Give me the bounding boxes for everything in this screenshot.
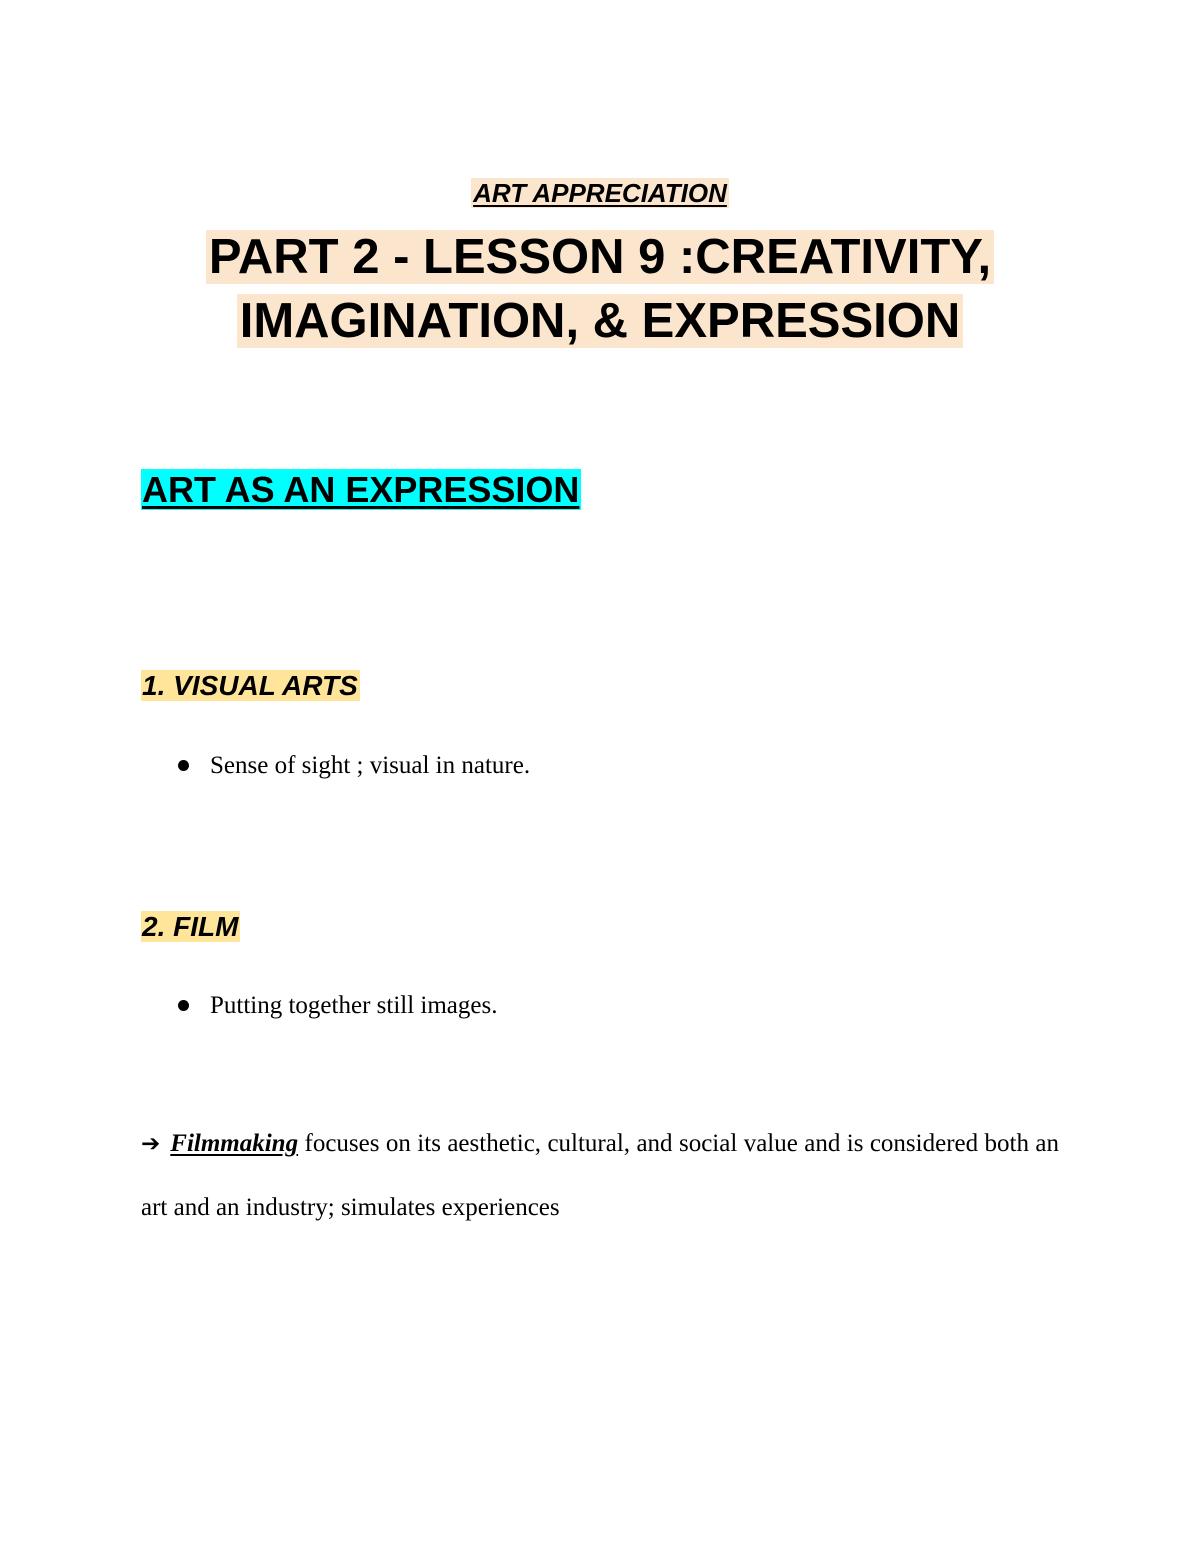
- item-heading-text: 2. FILM: [142, 911, 239, 942]
- lesson-title-line-1-text: PART 2 - LESSON 9 :CREATIVITY,: [206, 230, 994, 284]
- bullet-item-film: [178, 989, 497, 1023]
- bullet-dot-icon: [178, 760, 189, 771]
- lesson-title-line-2: [0, 289, 1200, 353]
- subject-heading: [0, 175, 1200, 211]
- filmmaking-note: [141, 1112, 1059, 1239]
- lesson-title: [0, 225, 1200, 353]
- arrow-right-icon: ➔: [141, 1131, 161, 1157]
- bullet-dot-icon: [178, 1000, 189, 1011]
- lesson-title-line-1: [0, 225, 1200, 289]
- section-heading: [141, 466, 581, 514]
- item-heading-film: [141, 908, 240, 946]
- filmmaking-note-text: focuses on its aesthetic, cultural, and social value and is considered both an art and an industry; simulates experiences: [141, 1130, 1059, 1221]
- section-heading-text: ART AS AN EXPRESSION: [142, 469, 580, 510]
- bullet-item-visual-arts: [178, 749, 530, 783]
- bullet-text: Sense of sight ; visual in nature.: [210, 752, 531, 779]
- item-heading-text: 1. VISUAL ARTS: [142, 670, 358, 701]
- filmmaking-term: Filmmaking: [170, 1130, 299, 1157]
- subject-heading-text: ART APPRECIATION: [473, 178, 727, 208]
- item-heading-visual-arts: [141, 667, 360, 705]
- bullet-text: Putting together still images.: [210, 992, 498, 1019]
- lesson-title-line-2-text: IMAGINATION, & EXPRESSION: [237, 294, 964, 348]
